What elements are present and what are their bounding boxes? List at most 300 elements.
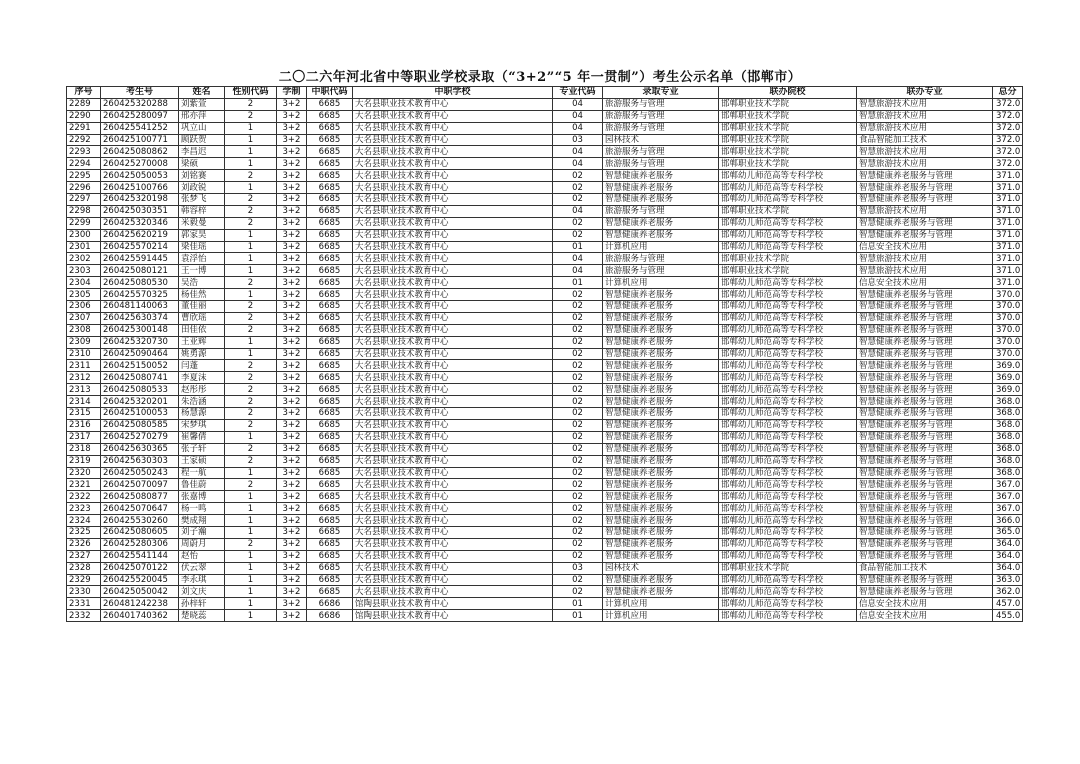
cell-partner-college: 邯郸幼儿师范高等专科学校 <box>719 384 857 396</box>
cell-total-score: 371.0 <box>993 182 1023 194</box>
cell-major-code: 01 <box>553 610 603 622</box>
header-program-type: 学制 <box>277 87 307 99</box>
cell-school: 大名县职业技术教育中心 <box>353 538 553 550</box>
cell-partner-college: 邯郸幼儿师范高等专科学校 <box>719 289 857 301</box>
cell-partner-college: 邯郸幼儿师范高等专科学校 <box>719 336 857 348</box>
table-row <box>67 253 1023 265</box>
cell-gender-code: 2 <box>225 98 277 110</box>
cell-gender-code: 1 <box>225 550 277 562</box>
cell-school: 大名县职业技术教育中心 <box>353 265 553 277</box>
cell-school-code: 6685 <box>307 408 353 420</box>
cell-gender-code: 2 <box>225 538 277 550</box>
cell-school: 馆陶县职业技术教育中心 <box>353 610 553 622</box>
cell-school: 大名县职业技术教育中心 <box>353 360 553 372</box>
cell-total-score: 370.0 <box>993 289 1023 301</box>
cell-gender-code: 2 <box>225 455 277 467</box>
cell-major-code: 02 <box>553 538 603 550</box>
cell-partner-college: 邯郸幼儿师范高等专科学校 <box>719 301 857 313</box>
cell-major: 旅游服务与管理 <box>603 158 719 170</box>
cell-partner-major: 智慧健康养老服务与管理 <box>857 372 993 384</box>
cell-name: 张嘉博 <box>179 491 225 503</box>
cell-school-code: 6685 <box>307 265 353 277</box>
cell-name: 鲁佳蔚 <box>179 479 225 491</box>
cell-total-score: 372.0 <box>993 98 1023 110</box>
cell-partner-college: 邯郸幼儿师范高等专科学校 <box>719 324 857 336</box>
cell-exam-number: 260425070097 <box>101 479 179 491</box>
cell-partner-major: 智慧健康养老服务与管理 <box>857 467 993 479</box>
cell-program-type: 3+2 <box>277 455 307 467</box>
cell-gender-code: 2 <box>225 408 277 420</box>
cell-program-type: 3+2 <box>277 503 307 515</box>
cell-school-code: 6685 <box>307 526 353 538</box>
cell-serial: 2317 <box>67 431 101 443</box>
cell-serial: 2304 <box>67 277 101 289</box>
cell-gender-code: 2 <box>225 479 277 491</box>
cell-serial: 2298 <box>67 205 101 217</box>
cell-partner-major: 智慧健康养老服务与管理 <box>857 515 993 527</box>
cell-school: 大名县职业技术教育中心 <box>353 455 553 467</box>
table-row <box>67 146 1023 158</box>
cell-major-code: 02 <box>553 372 603 384</box>
cell-program-type: 3+2 <box>277 526 307 538</box>
cell-partner-major: 智慧健康养老服务与管理 <box>857 586 993 598</box>
cell-gender-code: 1 <box>225 431 277 443</box>
cell-school-code: 6685 <box>307 396 353 408</box>
cell-school-code: 6685 <box>307 348 353 360</box>
cell-partner-major: 智慧健康养老服务与管理 <box>857 289 993 301</box>
cell-school-code: 6685 <box>307 503 353 515</box>
cell-program-type: 3+2 <box>277 301 307 313</box>
cell-program-type: 3+2 <box>277 384 307 396</box>
cell-partner-major: 智慧旅游技术应用 <box>857 205 993 217</box>
cell-exam-number: 260425080533 <box>101 384 179 396</box>
cell-total-score: 372.0 <box>993 110 1023 122</box>
cell-major: 智慧健康养老服务 <box>603 170 719 182</box>
table-row <box>67 538 1023 550</box>
cell-partner-major: 智慧健康养老服务与管理 <box>857 229 993 241</box>
cell-serial: 2308 <box>67 324 101 336</box>
cell-major-code: 02 <box>553 503 603 515</box>
cell-partner-major: 智慧健康养老服务与管理 <box>857 538 993 550</box>
cell-exam-number: 260425050042 <box>101 586 179 598</box>
cell-name: 张梦飞 <box>179 194 225 206</box>
cell-total-score: 371.0 <box>993 277 1023 289</box>
cell-partner-college: 邯郸幼儿师范高等专科学校 <box>719 455 857 467</box>
cell-school: 大名县职业技术教育中心 <box>353 182 553 194</box>
cell-major-code: 02 <box>553 324 603 336</box>
cell-serial: 2295 <box>67 170 101 182</box>
cell-total-score: 369.0 <box>993 360 1023 372</box>
cell-program-type: 3+2 <box>277 170 307 182</box>
cell-name: 米毅曼 <box>179 217 225 229</box>
cell-school: 大名县职业技术教育中心 <box>353 312 553 324</box>
cell-major-code: 03 <box>553 134 603 146</box>
cell-partner-major: 智慧健康养老服务与管理 <box>857 408 993 420</box>
cell-exam-number: 260425620219 <box>101 229 179 241</box>
cell-name: 郭家昊 <box>179 229 225 241</box>
cell-major: 智慧健康养老服务 <box>603 491 719 503</box>
cell-serial: 2294 <box>67 158 101 170</box>
table-row <box>67 217 1023 229</box>
cell-serial: 2314 <box>67 396 101 408</box>
cell-name: 田佳依 <box>179 324 225 336</box>
cell-school: 大名县职业技术教育中心 <box>353 277 553 289</box>
table-row <box>67 372 1023 384</box>
cell-partner-major: 智慧健康养老服务与管理 <box>857 443 993 455</box>
cell-major: 旅游服务与管理 <box>603 265 719 277</box>
cell-serial: 2305 <box>67 289 101 301</box>
cell-partner-college: 邯郸职业技术学院 <box>719 158 857 170</box>
cell-major: 旅游服务与管理 <box>603 205 719 217</box>
cell-name: 姚勇源 <box>179 348 225 360</box>
cell-school: 大名县职业技术教育中心 <box>353 194 553 206</box>
cell-total-score: 366.0 <box>993 515 1023 527</box>
cell-total-score: 455.0 <box>993 610 1023 622</box>
cell-gender-code: 1 <box>225 526 277 538</box>
table-row <box>67 348 1023 360</box>
cell-partner-major: 信息安全技术应用 <box>857 598 993 610</box>
cell-serial: 2320 <box>67 467 101 479</box>
cell-program-type: 3+2 <box>277 396 307 408</box>
cell-total-score: 367.0 <box>993 479 1023 491</box>
cell-major-code: 02 <box>553 431 603 443</box>
cell-partner-major: 智慧健康养老服务与管理 <box>857 550 993 562</box>
table-row <box>67 205 1023 217</box>
table-row <box>67 98 1023 110</box>
cell-gender-code: 1 <box>225 515 277 527</box>
cell-serial: 2290 <box>67 110 101 122</box>
cell-serial: 2316 <box>67 419 101 431</box>
cell-school-code: 6685 <box>307 182 353 194</box>
table-row <box>67 479 1023 491</box>
cell-partner-college: 邯郸幼儿师范高等专科学校 <box>719 574 857 586</box>
cell-exam-number: 260425080530 <box>101 277 179 289</box>
cell-partner-college: 邯郸幼儿师范高等专科学校 <box>719 538 857 550</box>
cell-name: 刘子瀚 <box>179 526 225 538</box>
cell-major: 智慧健康养老服务 <box>603 312 719 324</box>
cell-major: 智慧健康养老服务 <box>603 217 719 229</box>
cell-name: 吴浩 <box>179 277 225 289</box>
cell-partner-college: 邯郸幼儿师范高等专科学校 <box>719 610 857 622</box>
cell-gender-code: 1 <box>225 134 277 146</box>
cell-exam-number: 260425300148 <box>101 324 179 336</box>
cell-school: 大名县职业技术教育中心 <box>353 384 553 396</box>
cell-name: 刘铭赛 <box>179 170 225 182</box>
page-title: 二〇二六年河北省中等职业学校录取（“3+2”“5 年一贯制”）考生公示名单（邯郸市） <box>278 70 802 85</box>
cell-partner-college: 邯郸幼儿师范高等专科学校 <box>719 312 857 324</box>
cell-serial: 2327 <box>67 550 101 562</box>
cell-name: 孙梓轩 <box>179 598 225 610</box>
cell-partner-college: 邯郸职业技术学院 <box>719 146 857 158</box>
cell-partner-major: 食品智能加工技术 <box>857 562 993 574</box>
cell-total-score: 372.0 <box>993 134 1023 146</box>
cell-total-score: 368.0 <box>993 431 1023 443</box>
cell-serial: 2291 <box>67 122 101 134</box>
cell-program-type: 3+2 <box>277 205 307 217</box>
cell-gender-code: 1 <box>225 586 277 598</box>
cell-name: 杨一鸣 <box>179 503 225 515</box>
cell-partner-college: 邯郸职业技术学院 <box>719 110 857 122</box>
cell-major: 计算机应用 <box>603 277 719 289</box>
cell-major: 智慧健康养老服务 <box>603 586 719 598</box>
cell-major: 智慧健康养老服务 <box>603 455 719 467</box>
table-row <box>67 574 1023 586</box>
cell-school: 大名县职业技术教育中心 <box>353 98 553 110</box>
cell-exam-number: 260425541252 <box>101 122 179 134</box>
cell-school-code: 6686 <box>307 598 353 610</box>
cell-exam-number: 260425090464 <box>101 348 179 360</box>
cell-major-code: 04 <box>553 205 603 217</box>
cell-partner-college: 邯郸幼儿师范高等专科学校 <box>719 443 857 455</box>
cell-serial: 2326 <box>67 538 101 550</box>
cell-exam-number: 260425050053 <box>101 170 179 182</box>
cell-school-code: 6685 <box>307 324 353 336</box>
table-row <box>67 526 1023 538</box>
cell-exam-number: 260425520045 <box>101 574 179 586</box>
cell-name: 王家硕 <box>179 455 225 467</box>
cell-school: 大名县职业技术教育中心 <box>353 253 553 265</box>
cell-name: 李永琪 <box>179 574 225 586</box>
cell-major: 智慧健康养老服务 <box>603 384 719 396</box>
cell-gender-code: 2 <box>225 217 277 229</box>
cell-partner-college: 邯郸职业技术学院 <box>719 562 857 574</box>
cell-exam-number: 260425080862 <box>101 146 179 158</box>
cell-partner-major: 智慧健康养老服务与管理 <box>857 526 993 538</box>
cell-program-type: 3+2 <box>277 98 307 110</box>
cell-school-code: 6685 <box>307 372 353 384</box>
cell-partner-major: 信息安全技术应用 <box>857 241 993 253</box>
cell-name: 楚晓蕊 <box>179 610 225 622</box>
cell-partner-college: 邯郸幼儿师范高等专科学校 <box>719 194 857 206</box>
cell-school: 大名县职业技术教育中心 <box>353 372 553 384</box>
cell-school-code: 6685 <box>307 443 353 455</box>
cell-major-code: 04 <box>553 110 603 122</box>
cell-program-type: 3+2 <box>277 467 307 479</box>
cell-partner-major: 智慧健康养老服务与管理 <box>857 336 993 348</box>
cell-gender-code: 1 <box>225 503 277 515</box>
cell-major: 智慧健康养老服务 <box>603 360 719 372</box>
cell-name: 闫蓬 <box>179 360 225 372</box>
cell-major-code: 03 <box>553 562 603 574</box>
cell-partner-major: 智慧健康养老服务与管理 <box>857 217 993 229</box>
cell-partner-college: 邯郸幼儿师范高等专科学校 <box>719 550 857 562</box>
cell-school-code: 6685 <box>307 241 353 253</box>
table-row <box>67 194 1023 206</box>
table-row <box>67 443 1023 455</box>
cell-serial: 2301 <box>67 241 101 253</box>
cell-program-type: 3+2 <box>277 253 307 265</box>
cell-major: 智慧健康养老服务 <box>603 396 719 408</box>
cell-school-code: 6685 <box>307 301 353 313</box>
cell-partner-major: 智慧健康养老服务与管理 <box>857 301 993 313</box>
cell-partner-major: 智慧健康养老服务与管理 <box>857 170 993 182</box>
cell-major-code: 01 <box>553 277 603 289</box>
cell-serial: 2324 <box>67 515 101 527</box>
cell-total-score: 371.0 <box>993 253 1023 265</box>
cell-school-code: 6685 <box>307 336 353 348</box>
cell-total-score: 364.0 <box>993 538 1023 550</box>
cell-partner-college: 邯郸幼儿师范高等专科学校 <box>719 396 857 408</box>
cell-major: 园林技术 <box>603 562 719 574</box>
cell-major: 计算机应用 <box>603 610 719 622</box>
cell-partner-major: 信息安全技术应用 <box>857 277 993 289</box>
cell-major: 智慧健康养老服务 <box>603 550 719 562</box>
cell-school: 大名县职业技术教育中心 <box>353 396 553 408</box>
cell-program-type: 3+2 <box>277 574 307 586</box>
cell-program-type: 3+2 <box>277 610 307 622</box>
cell-school-code: 6685 <box>307 419 353 431</box>
table-row <box>67 241 1023 253</box>
table-row <box>67 301 1023 313</box>
cell-program-type: 3+2 <box>277 182 307 194</box>
cell-major: 智慧健康养老服务 <box>603 526 719 538</box>
cell-school-code: 6685 <box>307 205 353 217</box>
cell-program-type: 3+2 <box>277 491 307 503</box>
cell-major-code: 02 <box>553 217 603 229</box>
cell-partner-major: 智慧旅游技术应用 <box>857 158 993 170</box>
cell-exam-number: 260481242238 <box>101 598 179 610</box>
cell-gender-code: 2 <box>225 170 277 182</box>
cell-major: 智慧健康养老服务 <box>603 503 719 515</box>
cell-partner-major: 智慧健康养老服务与管理 <box>857 396 993 408</box>
table-body <box>67 98 1023 621</box>
cell-serial: 2302 <box>67 253 101 265</box>
cell-school: 大名县职业技术教育中心 <box>353 467 553 479</box>
table-row <box>67 503 1023 515</box>
cell-serial: 2310 <box>67 348 101 360</box>
cell-total-score: 372.0 <box>993 122 1023 134</box>
cell-program-type: 3+2 <box>277 217 307 229</box>
cell-major-code: 02 <box>553 515 603 527</box>
cell-school-code: 6685 <box>307 217 353 229</box>
cell-name: 伏云翠 <box>179 562 225 574</box>
cell-school: 大名县职业技术教育中心 <box>353 205 553 217</box>
cell-major: 智慧健康养老服务 <box>603 443 719 455</box>
cell-exam-number: 260425570325 <box>101 289 179 301</box>
cell-gender-code: 2 <box>225 205 277 217</box>
cell-program-type: 3+2 <box>277 348 307 360</box>
cell-school-code: 6685 <box>307 384 353 396</box>
header-name: 姓名 <box>179 87 225 99</box>
cell-program-type: 3+2 <box>277 265 307 277</box>
cell-partner-major: 智慧健康养老服务与管理 <box>857 574 993 586</box>
cell-total-score: 457.0 <box>993 598 1023 610</box>
cell-major-code: 02 <box>553 586 603 598</box>
cell-exam-number: 260425080605 <box>101 526 179 538</box>
cell-partner-major: 智慧健康养老服务与管理 <box>857 182 993 194</box>
cell-total-score: 368.0 <box>993 443 1023 455</box>
cell-major: 智慧健康养老服务 <box>603 194 719 206</box>
cell-major-code: 02 <box>553 443 603 455</box>
cell-gender-code: 1 <box>225 491 277 503</box>
cell-name: 梁硕 <box>179 158 225 170</box>
cell-major-code: 04 <box>553 253 603 265</box>
cell-school-code: 6685 <box>307 194 353 206</box>
cell-partner-college: 邯郸幼儿师范高等专科学校 <box>719 360 857 372</box>
cell-serial: 2323 <box>67 503 101 515</box>
cell-name: 刘政锐 <box>179 182 225 194</box>
cell-school: 大名县职业技术教育中心 <box>353 503 553 515</box>
cell-total-score: 371.0 <box>993 229 1023 241</box>
cell-major: 计算机应用 <box>603 241 719 253</box>
cell-major: 智慧健康养老服务 <box>603 289 719 301</box>
cell-partner-major: 食品智能加工技术 <box>857 134 993 146</box>
cell-school: 大名县职业技术教育中心 <box>353 122 553 134</box>
cell-name: 宋梦琪 <box>179 419 225 431</box>
cell-gender-code: 2 <box>225 396 277 408</box>
cell-school-code: 6685 <box>307 146 353 158</box>
cell-school-code: 6685 <box>307 550 353 562</box>
cell-school-code: 6685 <box>307 253 353 265</box>
cell-name: 顾跃贺 <box>179 134 225 146</box>
cell-major-code: 04 <box>553 98 603 110</box>
cell-exam-number: 260425270279 <box>101 431 179 443</box>
cell-major: 智慧健康养老服务 <box>603 229 719 241</box>
cell-serial: 2329 <box>67 574 101 586</box>
cell-name: 韩容梓 <box>179 205 225 217</box>
cell-total-score: 368.0 <box>993 408 1023 420</box>
cell-school: 大名县职业技术教育中心 <box>353 241 553 253</box>
cell-major-code: 02 <box>553 408 603 420</box>
cell-school: 大名县职业技术教育中心 <box>353 574 553 586</box>
cell-name: 邢亦萍 <box>179 110 225 122</box>
table-row <box>67 598 1023 610</box>
cell-gender-code: 1 <box>225 289 277 301</box>
cell-exam-number: 260425320730 <box>101 336 179 348</box>
cell-major-code: 02 <box>553 396 603 408</box>
cell-school-code: 6685 <box>307 586 353 598</box>
cell-major-code: 02 <box>553 182 603 194</box>
cell-partner-college: 邯郸幼儿师范高等专科学校 <box>719 277 857 289</box>
table-row <box>67 384 1023 396</box>
cell-gender-code: 1 <box>225 122 277 134</box>
cell-serial: 2299 <box>67 217 101 229</box>
cell-exam-number: 260425591445 <box>101 253 179 265</box>
table-row <box>67 110 1023 122</box>
cell-school-code: 6685 <box>307 312 353 324</box>
cell-program-type: 3+2 <box>277 289 307 301</box>
table-row <box>67 431 1023 443</box>
table-row <box>67 455 1023 467</box>
cell-total-score: 368.0 <box>993 467 1023 479</box>
cell-major-code: 01 <box>553 241 603 253</box>
cell-gender-code: 2 <box>225 277 277 289</box>
cell-partner-major: 智慧旅游技术应用 <box>857 146 993 158</box>
cell-partner-college: 邯郸幼儿师范高等专科学校 <box>719 170 857 182</box>
cell-exam-number: 260425100771 <box>101 134 179 146</box>
cell-serial: 2309 <box>67 336 101 348</box>
cell-partner-major: 智慧健康养老服务与管理 <box>857 194 993 206</box>
cell-gender-code: 2 <box>225 110 277 122</box>
cell-school: 大名县职业技术教育中心 <box>353 324 553 336</box>
cell-program-type: 3+2 <box>277 312 307 324</box>
cell-total-score: 371.0 <box>993 205 1023 217</box>
cell-major: 旅游服务与管理 <box>603 98 719 110</box>
cell-major-code: 02 <box>553 336 603 348</box>
cell-major: 旅游服务与管理 <box>603 122 719 134</box>
cell-exam-number: 260425270008 <box>101 158 179 170</box>
cell-name: 王亚辉 <box>179 336 225 348</box>
cell-school-code: 6685 <box>307 110 353 122</box>
cell-program-type: 3+2 <box>277 538 307 550</box>
cell-school: 大名县职业技术教育中心 <box>353 408 553 420</box>
cell-major: 智慧健康养老服务 <box>603 324 719 336</box>
cell-exam-number: 260425541144 <box>101 550 179 562</box>
cell-name: 刘文庆 <box>179 586 225 598</box>
cell-major-code: 04 <box>553 146 603 158</box>
cell-school: 大名县职业技术教育中心 <box>353 170 553 182</box>
cell-major: 旅游服务与管理 <box>603 110 719 122</box>
